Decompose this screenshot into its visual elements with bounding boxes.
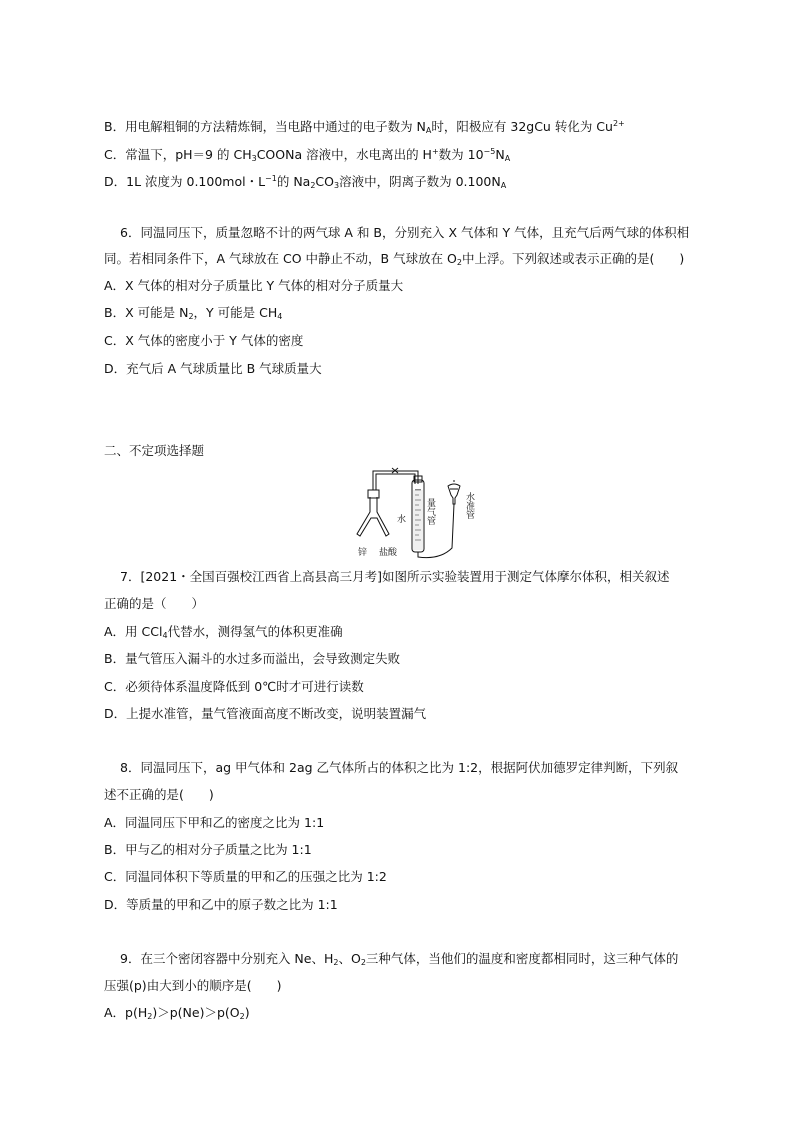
q7-option-c: C．必须待体系温度降低到 0℃时才可进行读数	[104, 679, 364, 694]
q6-stem-line2: 同。若相同条件下，A 气球放在 CO 中静止不动，B 气球放在 $O_2$中上浮。下列叙述或表示正确的是( )	[104, 251, 685, 267]
leveling-tube	[448, 484, 460, 504]
y-tube-stopper	[368, 490, 379, 498]
water-column	[413, 490, 423, 550]
apparatus-figure	[330, 462, 490, 560]
q5-option-d: D．1L 浓度为 0.100mol・$L^{-1}$的 $Na_2CO_3$溶液中，阴离子数为 $0.100N_A$	[104, 174, 507, 190]
q7-option-a: A．用 CCl$_4$代替水，测得氢气的体积更准确	[104, 624, 343, 640]
q6-option-b: B．X 可能是 $N_2$，Y 可能是 $CH_4$	[104, 305, 283, 321]
label-hcl: 盐酸	[379, 548, 398, 558]
q5-option-b: B．用电解粗铜的方法精炼铜，当电路中通过的电子数为 $N_A$时，阳极应有 32gCu 转化为 $Cu^{2+}$	[104, 119, 625, 135]
q7-option-b: B．量气管压入漏斗的水过多而溢出，会导致测定失败	[104, 651, 401, 666]
section-heading: 二、不定项选择题	[104, 443, 205, 458]
q7-option-d: D．上提水准管，量气管液面高度不断改变，说明装置漏气	[104, 706, 427, 721]
q8-option-c: C．同温同体积下等质量的甲和乙的压强之比为 1:2	[104, 869, 387, 884]
label-level-tube: 水准管	[464, 492, 474, 519]
rubber-tube	[418, 504, 454, 558]
label-gas-tube: 量气管	[425, 498, 435, 525]
q6-option-a: A．X 气体的相对分子质量比 Y 气体的相对分子质量大	[104, 278, 404, 293]
q8-option-a: A．同温同压下甲和乙的密度之比为 1:1	[104, 815, 325, 830]
q9-stem-line2: 压强(p)由大到小的顺序是( )	[104, 978, 282, 993]
label-zinc: 锌	[358, 548, 368, 558]
q8-stem-line1: 8．同温同压下，ag 甲气体和 2ag 乙气体所占的体积之比为 1:2，根据阿伏加德罗定律判断，下列叙	[120, 760, 679, 775]
q9-stem-line1: 9．在三个密闭容器中分别充入 Ne、$H_2$、$O_2$三种气体，当他们的温度和密度都相同时，这三种气体的	[120, 951, 679, 967]
q5-option-c: C．常温下，pH＝9 的 $CH_3COONa$ 溶液中，水电离出的 H+数为 $10^{-5}N_A$	[104, 147, 511, 163]
q7-stem-line1: 7．[2021・全国百强校江西省上高县高三月考]如图所示实验装置用于测定气体摩尔体积，相关叙述	[120, 569, 670, 584]
q7-stem-line2: 正确的是（ ）	[104, 596, 205, 611]
q9-option-a: A．$p(H_2)>p(Ne)>p(O_2)$	[104, 1005, 250, 1021]
q8-stem-line2: 述不正确的是( )	[104, 787, 214, 802]
y-tube	[357, 497, 389, 536]
q6-option-d: D．充气后 A 气球质量比 B 气球质量大	[104, 361, 322, 376]
q6-stem-line1: 6．同温同压下，质量忽略不计的两气球 A 和 B，分别充入 X 气体和 Y 气体，且充气后两气球的体积相	[120, 225, 690, 240]
q8-option-b: B．甲与乙的相对分子质量之比为 1:1	[104, 842, 312, 857]
q8-option-d: D．等质量的甲和乙中的原子数之比为 1:1	[104, 897, 338, 912]
label-water: 水	[397, 515, 407, 525]
q6-option-c: C．X 气体的密度小于 Y 气体的密度	[104, 333, 304, 348]
